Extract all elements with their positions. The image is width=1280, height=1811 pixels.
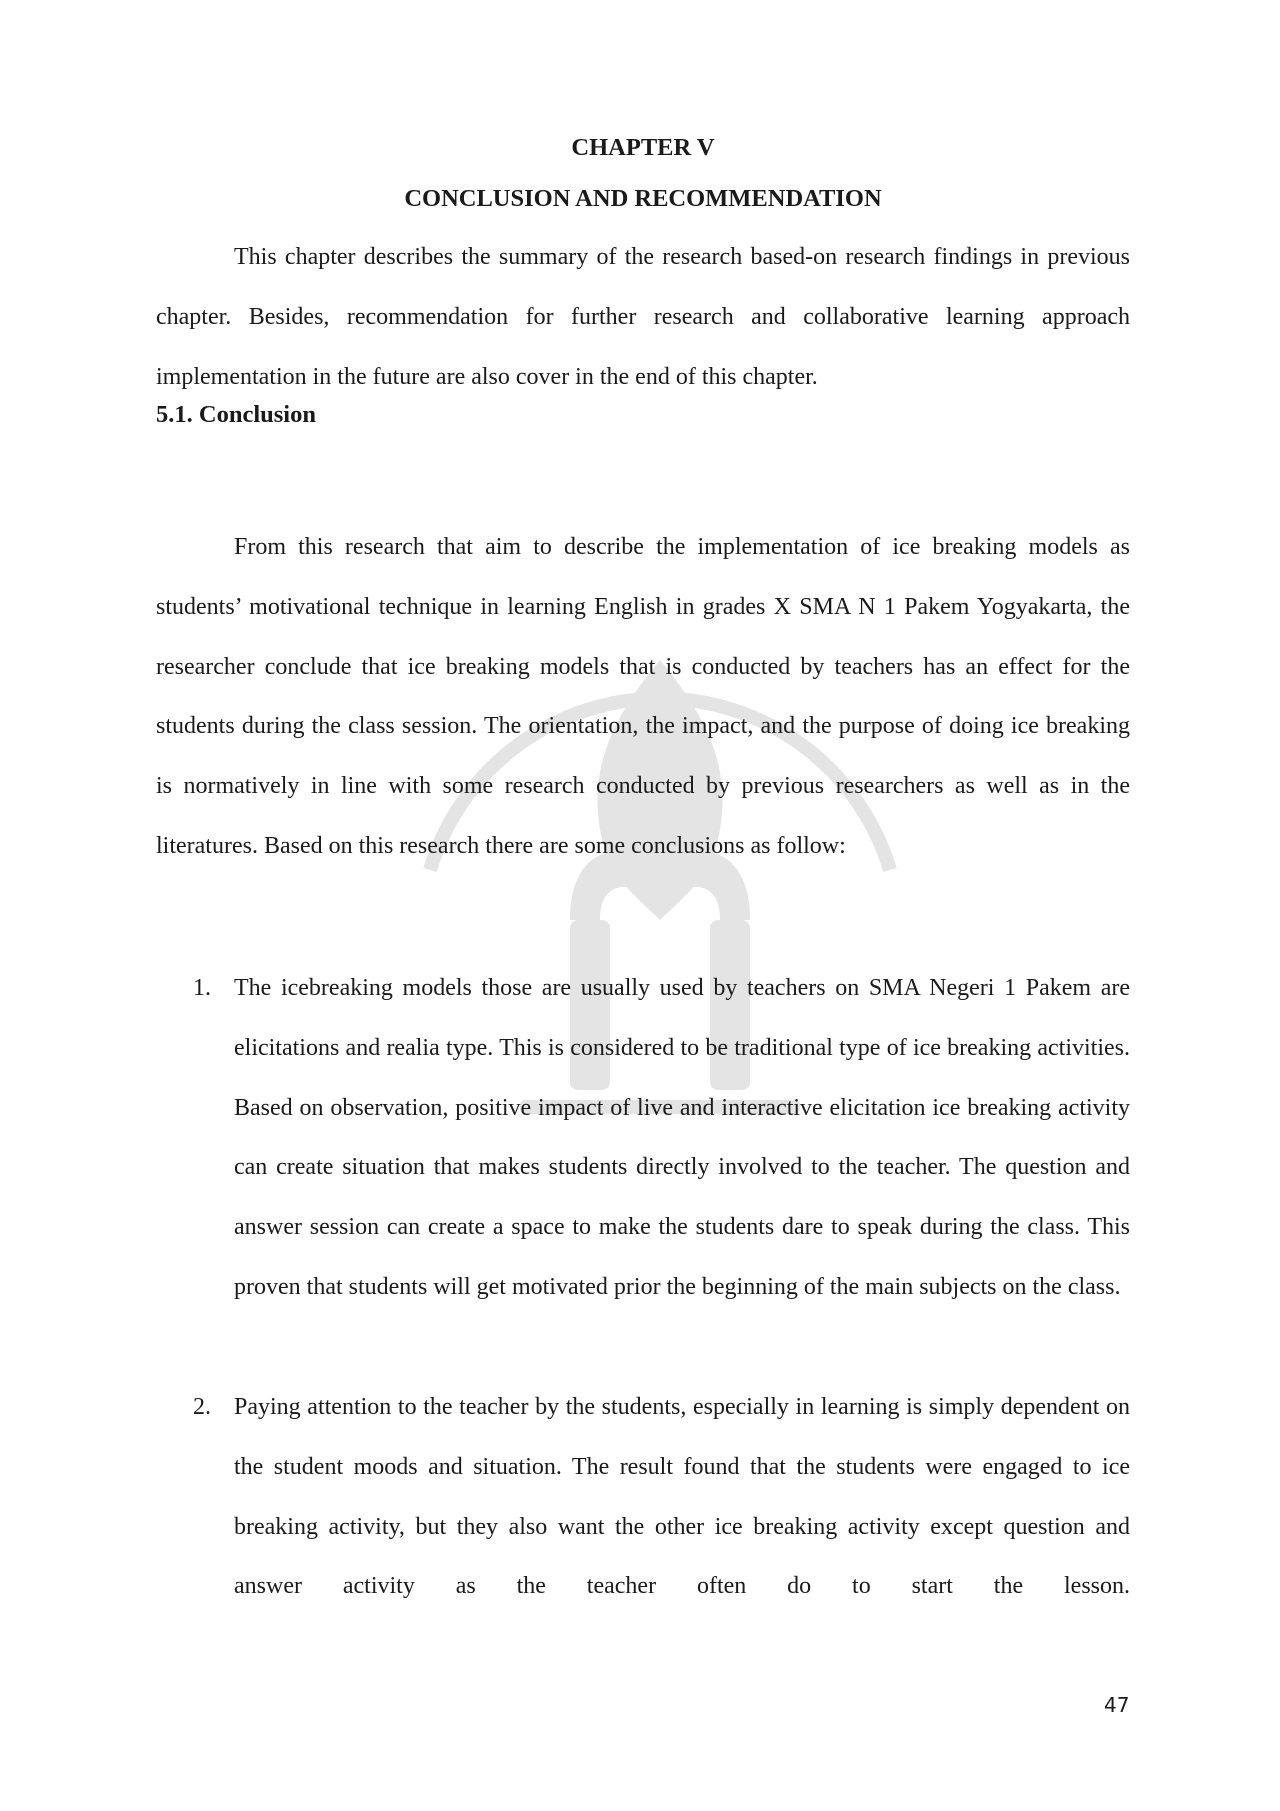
list-item-1-number: 1. (193, 975, 211, 1001)
conclusion-paragraph: From this research that aim to describe the implementation of ice breaking models as students’ motivational technique in learning English in grades X SMA N 1 Pakem Yogyakarta, the researcher conclude that ice breaking models that is conducted by teachers has an effect for the students during the class session. The orientation, the impact, and the purpose of doing ice breaking is normatively in line with some research conducted by previous researchers as well as in the literatures. Based on this research there are some conclusions as follow: (156, 534, 1130, 859)
chapter-number: CHAPTER V (571, 134, 715, 161)
list-item-2-number: 2. (193, 1394, 211, 1420)
intro-paragraph: This chapter describes the summary of the research based-on research findings in previous chapter. Besides, recommendation for further research and collaborative learning approach implementation in the future are also cover in the end of this chapter. (156, 244, 1130, 390)
chapter-title: CONCLUSION AND RECOMMENDATION (404, 185, 882, 212)
page-number: 47 (1104, 1693, 1130, 1717)
list-item-1-text: The icebreaking models those are usually used by teachers on SMA Negeri 1 Pakem are elicitations and realia type. This is considered to be traditional type of ice breaking activities. Based on observation, positive impact of live and interactive elicitation ice breaking activity can create situation that makes students directly involved to the teacher. The question and answer session can create a space to make the students dare to speak during the class. This proven that students will get motivated prior the beginning of the main subjects on the class. (234, 975, 1130, 1300)
section-title: 5.1. Conclusion (156, 401, 316, 428)
list-item-2-text: Paying attention to the teacher by the students, especially in learning is simply dependent on the student moods and situation. The result found that the students were engaged to ice breaking activity, but they also want the other ice breaking activity except question and answer activity as the teacher often do to start the lesson. (234, 1394, 1130, 1600)
